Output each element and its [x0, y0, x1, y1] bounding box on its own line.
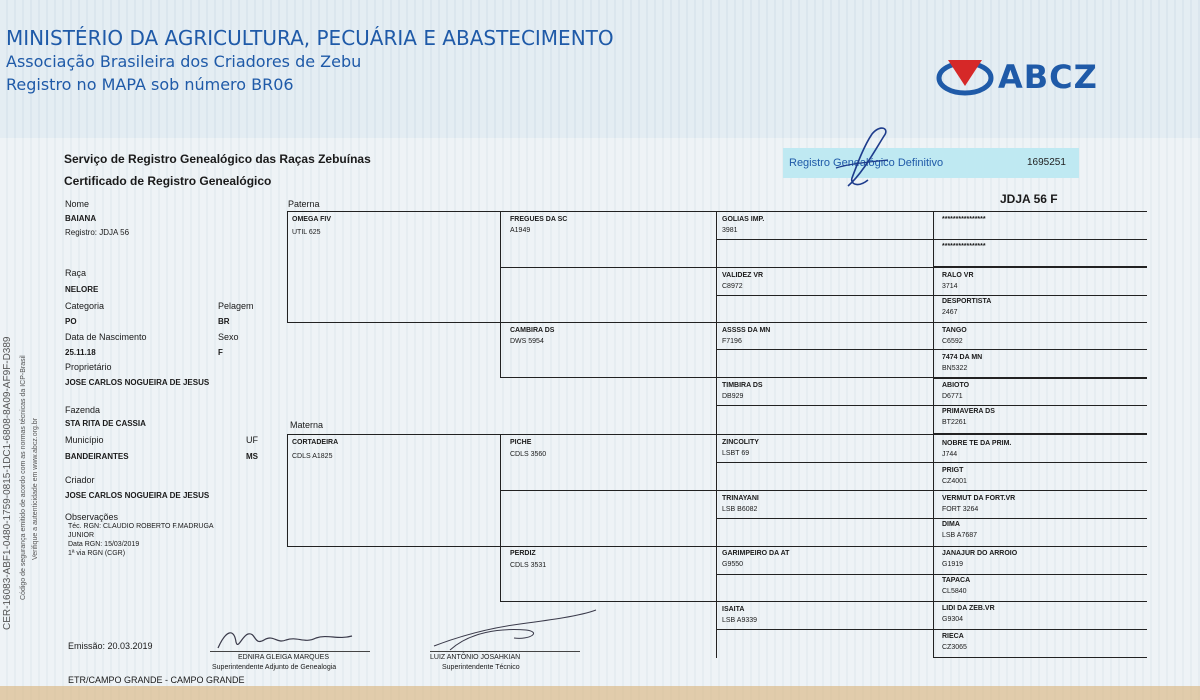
sire-name: OMEGA FIV — [292, 216, 332, 223]
g4m-reg: G9304 — [942, 616, 964, 623]
g4p-reg: C6592 — [942, 338, 963, 345]
nascimento-label: Data de Nascimento — [65, 332, 147, 342]
signature-stamp-icon — [828, 122, 898, 194]
dam-reg: CDLS A1825 — [292, 453, 333, 460]
municipio-value: BANDEIRANTES — [65, 452, 129, 461]
municipio-label: Município — [65, 435, 104, 445]
association-name: Associação Brasileira dos Criadores de Zebu — [6, 52, 362, 71]
raca-value: NELORE — [65, 285, 99, 294]
g4m-reg: J744 — [942, 451, 958, 458]
categoria-value: PO — [65, 317, 77, 326]
g4p-reg: 3714 — [942, 283, 958, 290]
ministry-title: MINISTÉRIO DA AGRICULTURA, PECUÁRIA E ABASTECIMENTO — [6, 26, 614, 50]
observacoes-label: Observações — [65, 512, 119, 522]
emissao-date: Emissão: 20.03.2019 — [68, 641, 153, 651]
service-title: Serviço de Registro Genealógico das Raças Zebuínas — [64, 152, 371, 166]
g4p-name: 7474 DA MN — [942, 354, 983, 361]
pat-granddam-name: CAMBIRA DS — [510, 327, 555, 334]
fazenda-label: Fazenda — [65, 405, 101, 415]
signatory-1-name: EDNIRA GLEIGA MARQUES — [238, 654, 330, 661]
g4m-name: LIDI DA ZEB.VR — [942, 605, 995, 612]
signature-icon — [430, 606, 600, 654]
proprietario-value: JOSE CARLOS NOGUEIRA DE JESUS — [65, 378, 210, 387]
issuing-office: ETR/CAMPO GRANDE - CAMPO GRANDE — [68, 675, 245, 685]
mat-granddam-name: PERDIZ — [510, 550, 536, 557]
g4p-name: ABIOTO — [942, 382, 970, 389]
uf-value: MS — [246, 452, 258, 461]
dam-name: CORTADEIRA — [292, 439, 339, 446]
g4m-name: JANAJUR DO ARROIO — [942, 550, 1018, 557]
mat-grandsire-reg: CDLS 3560 — [510, 451, 547, 458]
animal-code: JDJA 56 F — [1000, 192, 1058, 206]
ggp3-name: ASSSS DA MN — [722, 327, 771, 334]
obs-line: Téc. RGN: CLAUDIO ROBERTO F.MADRUGA — [68, 523, 214, 530]
signatory-2-role: Superintendente Técnico — [442, 664, 520, 671]
ggp4-name: TIMBIRA DS — [722, 382, 763, 389]
ggm4-reg: LSB A9339 — [722, 617, 758, 624]
signatory-2-name: LUIZ ANTÔNIO JOSAHKIAN — [430, 654, 521, 661]
uf-label: UF — [246, 435, 258, 445]
security-code: CER-16083-ABF1-0480-1759-0815-1DC1-6808-8A09-AF9F-D389 — [2, 336, 13, 630]
fazenda-value: STA RITA DE CASSIA — [65, 419, 146, 428]
g4m-name: TAPACA — [942, 577, 971, 584]
sexo-label: Sexo — [218, 332, 239, 342]
paterna-label: Paterna — [288, 199, 320, 209]
g4p-name: PRIMAVERA DS — [942, 408, 995, 415]
registro-value: Registro: JDJA 56 — [65, 228, 130, 237]
obs-line: Data RGN: 15/03/2019 — [68, 541, 140, 548]
g4m-name: DIMA — [942, 521, 960, 528]
ggm3-name: GARIMPEIRO DA AT — [722, 550, 790, 557]
pat-grandsire-name: FREGUES DA SC — [510, 216, 568, 223]
ggm3-reg: G9550 — [722, 561, 744, 568]
g4p-name: RALO VR — [942, 272, 974, 279]
g4m-reg: LSB A7687 — [942, 532, 978, 539]
pat-grandsire-reg: A1949 — [510, 227, 531, 234]
g4p-name: **************** — [942, 216, 986, 223]
materna-label: Materna — [290, 420, 324, 430]
g4p-name: **************** — [942, 243, 986, 250]
nome-value: BAIANA — [65, 214, 97, 223]
abcz-emblem-icon — [936, 56, 994, 96]
ggm1-name: ZINCOLITY — [722, 439, 759, 446]
categoria-label: Categoria — [65, 301, 105, 311]
g4p-reg: D6771 — [942, 393, 963, 400]
abcz-logo — [936, 56, 1151, 100]
proprietario-label: Proprietário — [65, 362, 112, 372]
obs-line: JUNIOR — [68, 532, 95, 539]
g4m-reg: CZ4001 — [942, 478, 967, 485]
g4p-name: TANGO — [942, 327, 967, 334]
g4m-name: PRIGT — [942, 467, 964, 474]
security-note: Código de segurança emitido de acordo com as normas técnicas da ICP-Brasil — [20, 355, 27, 600]
criador-value: JOSE CARLOS NOGUEIRA DE JESUS — [65, 491, 210, 500]
ggm4-name: ISAITA — [722, 606, 745, 613]
criador-label: Criador — [65, 475, 95, 485]
ggp1-name: GOLIAS IMP. — [722, 216, 765, 223]
ggm1-reg: LSBT 69 — [722, 450, 750, 457]
sire-reg: UTIL 625 — [292, 229, 321, 236]
pelagem-value: BR — [218, 317, 230, 326]
g4m-name: NOBRE TE DA PRIM. — [942, 440, 1012, 447]
g4m-reg: FORT 3264 — [942, 506, 979, 513]
pelagem-label: Pelagem — [218, 301, 254, 311]
ggm2-reg: LSB B6082 — [722, 506, 758, 513]
certificate-title: Certificado de Registro Genealógico — [64, 174, 272, 188]
signatory-1-role: Superintendente Adjunto de Genealogia — [212, 664, 337, 671]
abcz-logo-text: ABCZ — [998, 58, 1098, 96]
g4m-name: VERMUT DA FORT.VR — [942, 495, 1016, 502]
mat-grandsire-name: PICHE — [510, 439, 532, 446]
g4p-reg: BT2261 — [942, 419, 967, 426]
mat-granddam-reg: CDLS 3531 — [510, 562, 547, 569]
bottom-border — [0, 686, 1200, 700]
ggp4-reg: DB929 — [722, 393, 744, 400]
g4m-reg: CZ3065 — [942, 644, 967, 651]
pat-granddam-reg: DWS 5954 — [510, 338, 544, 345]
ggm2-name: TRINAYANI — [722, 495, 759, 502]
sexo-value: F — [218, 348, 223, 357]
mapa-registry: Registro no MAPA sob número BR06 — [6, 75, 294, 94]
signature-icon — [212, 622, 362, 654]
definitive-number: 1695251 — [1027, 157, 1066, 168]
ggp1-reg: 3981 — [722, 227, 738, 234]
ggp2-name: VALIDEZ VR — [722, 272, 764, 279]
g4p-reg: 2467 — [942, 309, 958, 316]
nome-label: Nome — [65, 199, 90, 209]
g4m-reg: G1919 — [942, 561, 964, 568]
raca-label: Raça — [65, 268, 87, 278]
ggp3-reg: F7196 — [722, 338, 742, 345]
definitive-label: Registro Genealógico Definitivo — [789, 157, 944, 169]
obs-line: 1ª via RGN (CGR) — [68, 550, 126, 557]
g4p-name: DESPORTISTA — [942, 298, 992, 305]
ggp2-reg: C8972 — [722, 283, 743, 290]
g4p-reg: BN5322 — [942, 365, 968, 372]
authenticity-note: Verifique a autenticidade em www.abcz.org.br — [32, 417, 39, 560]
g4m-name: RIECA — [942, 633, 964, 640]
g4m-reg: CL5840 — [942, 588, 967, 595]
nascimento-value: 25.11.18 — [65, 348, 96, 357]
